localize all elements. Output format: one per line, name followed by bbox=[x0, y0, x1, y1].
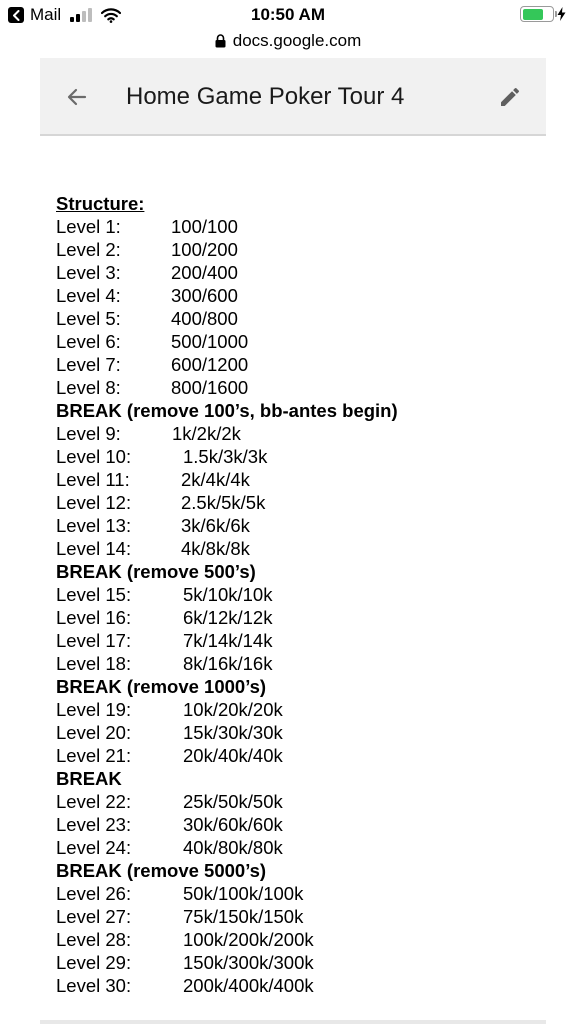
level-label: Level 9: bbox=[56, 423, 121, 444]
level-label: Level 22: bbox=[56, 791, 132, 812]
level-blinds: 3k/6k/6k bbox=[181, 515, 250, 536]
level-blinds: 25k/50k/50k bbox=[183, 791, 283, 812]
level-label: Level 15: bbox=[56, 584, 132, 605]
document-title: Home Game Poker Tour 4 bbox=[126, 83, 405, 110]
lock-icon bbox=[215, 34, 226, 48]
level-blinds: 500/1000 bbox=[171, 331, 249, 352]
blind-level-row bbox=[56, 790, 526, 813]
level-label: Level 6: bbox=[56, 331, 121, 352]
docs-toolbar bbox=[40, 58, 546, 136]
blind-level-row bbox=[56, 583, 526, 606]
back-arrow-icon[interactable] bbox=[65, 85, 89, 109]
status-bar-right bbox=[520, 6, 566, 22]
level-label: Level 14: bbox=[56, 538, 132, 559]
blind-level-row bbox=[56, 238, 526, 261]
level-blinds: 100/200 bbox=[171, 239, 238, 260]
level-blinds: 4k/8k/8k bbox=[181, 538, 250, 559]
level-label: Level 23: bbox=[56, 814, 132, 835]
level-blinds: 15k/30k/30k bbox=[183, 722, 283, 743]
level-blinds: 40k/80k/80k bbox=[183, 837, 283, 858]
level-blinds: 30k/60k/60k bbox=[183, 814, 283, 835]
level-label: Level 16: bbox=[56, 607, 132, 628]
blind-level-row bbox=[56, 721, 526, 744]
level-blinds: 5k/10k/10k bbox=[183, 584, 273, 605]
battery-icon bbox=[520, 6, 554, 22]
blind-level-row bbox=[56, 284, 526, 307]
break-line: BREAK (remove 1000’s) bbox=[56, 676, 267, 697]
level-label: Level 20: bbox=[56, 722, 132, 743]
pencil-icon[interactable] bbox=[498, 85, 522, 109]
level-blinds: 1k/2k/2k bbox=[172, 423, 241, 444]
level-blinds: 20k/40k/40k bbox=[183, 745, 283, 766]
charging-bolt-icon bbox=[557, 7, 566, 21]
level-blinds: 10k/20k/20k bbox=[183, 699, 283, 720]
blind-level-row bbox=[56, 445, 526, 468]
level-blinds: 200k/400k/400k bbox=[183, 975, 314, 996]
level-label: Level 12: bbox=[56, 492, 132, 513]
blind-level-row bbox=[56, 468, 526, 491]
document-body[interactable] bbox=[56, 192, 526, 997]
blind-level-row bbox=[56, 537, 526, 560]
level-blinds: 50k/100k/100k bbox=[183, 883, 304, 904]
level-label: Level 18: bbox=[56, 653, 132, 674]
level-label: Level 27: bbox=[56, 906, 132, 927]
blind-level-row bbox=[56, 974, 526, 997]
level-blinds: 2k/4k/4k bbox=[181, 469, 250, 490]
level-label: Level 11: bbox=[56, 469, 130, 490]
level-label: Level 2: bbox=[56, 239, 121, 260]
level-label: Level 19: bbox=[56, 699, 132, 720]
level-label: Level 4: bbox=[56, 285, 121, 306]
blind-level-row bbox=[56, 376, 526, 399]
page-bottom-edge bbox=[40, 1020, 546, 1024]
level-blinds: 6k/12k/12k bbox=[183, 607, 273, 628]
battery-level bbox=[523, 9, 543, 20]
url-bar[interactable] bbox=[0, 30, 576, 52]
blind-level-row bbox=[56, 882, 526, 905]
blind-level-row bbox=[56, 514, 526, 537]
level-blinds: 800/1600 bbox=[171, 377, 249, 398]
level-blinds: 7k/14k/14k bbox=[183, 630, 273, 651]
level-label: Level 26: bbox=[56, 883, 132, 904]
level-label: Level 29: bbox=[56, 952, 132, 973]
level-label: Level 13: bbox=[56, 515, 132, 536]
blind-level-row bbox=[56, 652, 526, 675]
level-blinds: 8k/16k/16k bbox=[183, 653, 273, 674]
break-line: BREAK (remove 100’s, bb-antes begin) bbox=[56, 400, 398, 421]
break-line: BREAK (remove 5000’s) bbox=[56, 860, 267, 881]
level-blinds: 600/1200 bbox=[171, 354, 249, 375]
blind-level-row bbox=[56, 836, 526, 859]
level-label: Level 1: bbox=[56, 216, 121, 237]
level-blinds: 200/400 bbox=[171, 262, 238, 283]
blind-level-row bbox=[56, 307, 526, 330]
level-blinds: 1.5k/3k/3k bbox=[183, 446, 268, 467]
level-label: Level 8: bbox=[56, 377, 121, 398]
level-label: Level 21: bbox=[56, 745, 132, 766]
level-label: Level 28: bbox=[56, 929, 132, 950]
blind-level-row bbox=[56, 330, 526, 353]
level-label: Level 3: bbox=[56, 262, 121, 283]
url-text[interactable]: docs.google.com bbox=[232, 31, 362, 50]
level-label: Level 7: bbox=[56, 354, 121, 375]
blind-level-row bbox=[56, 951, 526, 974]
blind-level-row bbox=[56, 491, 526, 514]
blind-level-row bbox=[56, 813, 526, 836]
break-line: BREAK (remove 500’s) bbox=[56, 561, 256, 582]
level-label: Level 24: bbox=[56, 837, 132, 858]
break-line: BREAK bbox=[56, 768, 122, 789]
blind-level-row bbox=[56, 744, 526, 767]
level-label: Level 5: bbox=[56, 308, 121, 329]
structure-list bbox=[56, 215, 526, 997]
level-label: Level 10: bbox=[56, 446, 132, 467]
status-time: 10:50 AM bbox=[250, 5, 325, 24]
level-blinds: 75k/150k/150k bbox=[183, 906, 304, 927]
level-blinds: 2.5k/5k/5k bbox=[181, 492, 266, 513]
structure-heading: Structure: bbox=[56, 193, 145, 214]
blind-level-row bbox=[56, 928, 526, 951]
level-blinds: 400/800 bbox=[171, 308, 238, 329]
level-blinds: 150k/300k/300k bbox=[183, 952, 314, 973]
blind-level-row bbox=[56, 215, 526, 238]
blind-level-row bbox=[56, 353, 526, 376]
level-blinds: 100/100 bbox=[171, 216, 238, 237]
blind-level-row bbox=[56, 905, 526, 928]
back-to-app-label[interactable]: Mail bbox=[30, 5, 62, 24]
blind-level-row bbox=[56, 261, 526, 284]
level-label: Level 17: bbox=[56, 630, 132, 651]
level-blinds: 100k/200k/200k bbox=[183, 929, 314, 950]
level-blinds: 300/600 bbox=[171, 285, 238, 306]
blind-level-row bbox=[56, 606, 526, 629]
blind-level-row bbox=[56, 422, 526, 445]
level-label: Level 30: bbox=[56, 975, 132, 996]
blind-level-row bbox=[56, 698, 526, 721]
status-bar bbox=[0, 0, 576, 32]
blind-level-row bbox=[56, 629, 526, 652]
